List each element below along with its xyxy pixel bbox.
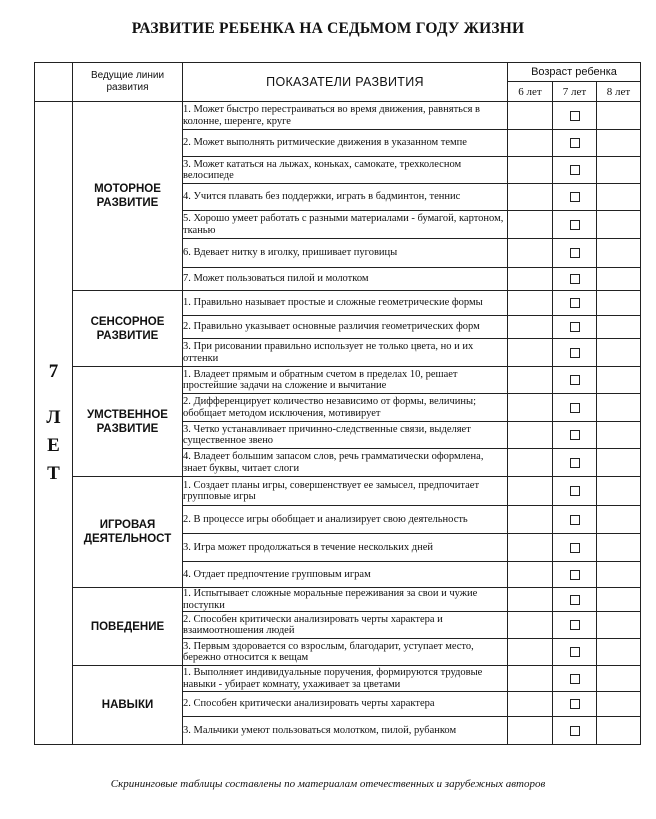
header-age-7: 7 лет <box>553 82 597 102</box>
indicator-text: 2. Правильно указывает основные различия геометрических форм <box>183 316 508 339</box>
age-6-cell <box>508 291 553 316</box>
age-7-cell[interactable] <box>553 157 597 184</box>
checkbox[interactable] <box>570 458 580 468</box>
age-6-cell <box>508 666 553 692</box>
table-row <box>35 367 641 394</box>
indicator-text: 1. Правильно называет простые и сложные геометрические формы <box>183 291 508 316</box>
age-group-label <box>35 102 73 745</box>
section-motor: МОТОРНОЕ РАЗВИТИЕ <box>73 102 183 291</box>
age-6-cell <box>508 612 553 639</box>
checkbox[interactable] <box>570 543 580 553</box>
indicator-text: 3. При рисовании правильно использует не только цвета, но и их оттенки <box>183 339 508 367</box>
checkbox[interactable] <box>570 165 580 175</box>
age-6-cell <box>508 717 553 745</box>
indicator-text: 4. Отдает предпочтение групповым играм <box>183 562 508 588</box>
table-row <box>35 666 641 692</box>
section-skills: НАВЫКИ <box>73 666 183 745</box>
age-8-cell <box>597 268 641 291</box>
age-7-cell[interactable] <box>553 339 597 367</box>
age-7-cell[interactable] <box>553 239 597 268</box>
age-7-cell[interactable] <box>553 268 597 291</box>
age-7-cell[interactable] <box>553 612 597 639</box>
section-sensory: СЕНСОРНОЕ РАЗВИТИЕ <box>73 291 183 367</box>
age-8-cell <box>597 534 641 562</box>
indicator-text: 3. Мальчики умеют пользоваться молотком, пилой, рубанком <box>183 717 508 745</box>
checkbox[interactable] <box>570 375 580 385</box>
indicator-text: 3. Игра может продолжаться в течение нескольких дней <box>183 534 508 562</box>
age-8-cell <box>597 612 641 639</box>
age-7-cell[interactable] <box>553 639 597 666</box>
age-6-cell <box>508 211 553 239</box>
age-8-cell <box>597 211 641 239</box>
age-8-cell <box>597 102 641 130</box>
age-8-cell <box>597 666 641 692</box>
age-8-cell <box>597 692 641 717</box>
indicator-text: 2. В процессе игры обобщает и анализирует свою деятельность <box>183 506 508 534</box>
indicator-text: 2. Способен критически анализировать черты характера <box>183 692 508 717</box>
indicator-text: 1. Владеет прямым и обратным счетом в пределах 10, решает простейшие задачи на сложение и вычитание <box>183 367 508 394</box>
section-play: ИГРОВАЯ ДЕЯТЕЛЬНОСТ <box>73 477 183 588</box>
age-6-cell <box>508 367 553 394</box>
development-table <box>34 62 641 745</box>
footer-note: Скрининговые таблицы составлены по материалам отечественных и зарубежных авторов <box>110 778 546 790</box>
age-6-cell <box>508 692 553 717</box>
age-6-cell <box>508 239 553 268</box>
indicator-text: 1. Может быстро перестраиваться во время движения, равняться в колонне, шеренге, круге <box>183 102 508 130</box>
age-8-cell <box>597 449 641 477</box>
age-7-cell[interactable] <box>553 562 597 588</box>
age-8-cell <box>597 184 641 211</box>
age-7-cell[interactable] <box>553 291 597 316</box>
table-body <box>35 102 641 745</box>
age-6-cell <box>508 588 553 612</box>
age-8-cell <box>597 130 641 157</box>
age-7-cell[interactable] <box>553 394 597 422</box>
indicator-text: 6. Вдевает нитку в иголку, пришивает пуговицы <box>183 239 508 268</box>
age-6-cell <box>508 477 553 506</box>
age-6-cell <box>508 157 553 184</box>
checkbox[interactable] <box>570 595 580 605</box>
checkbox[interactable] <box>570 248 580 258</box>
checkbox[interactable] <box>570 111 580 121</box>
checkbox[interactable] <box>570 699 580 709</box>
age-8-cell <box>597 477 641 506</box>
age-7-cell[interactable] <box>553 102 597 130</box>
age-7-cell[interactable] <box>553 666 597 692</box>
indicator-text: 2. Может выполнять ритмические движения в указанном темпе <box>183 130 508 157</box>
age-8-cell <box>597 291 641 316</box>
age-6-cell <box>508 316 553 339</box>
age-7-cell[interactable] <box>553 367 597 394</box>
age-8-cell <box>597 422 641 449</box>
age-7-cell[interactable] <box>553 588 597 612</box>
table-row <box>35 102 641 130</box>
indicator-text: 4. Учится плавать без поддержки, играть в бадминтон, теннис <box>183 184 508 211</box>
checkbox[interactable] <box>570 726 580 736</box>
age-6-cell <box>508 268 553 291</box>
checkbox[interactable] <box>570 138 580 148</box>
checkbox[interactable] <box>570 515 580 525</box>
age-8-cell <box>597 316 641 339</box>
table-row <box>35 477 641 506</box>
age-7-cell[interactable] <box>553 506 597 534</box>
age-6-cell <box>508 102 553 130</box>
table-row <box>35 588 641 612</box>
checkbox[interactable] <box>570 220 580 230</box>
age-7-cell[interactable] <box>553 717 597 745</box>
age-8-cell <box>597 562 641 588</box>
checkbox[interactable] <box>570 430 580 440</box>
indicator-text: 1. Выполняет индивидуальные поручения, формируются трудовые навыки - убирает комнату, ухаживает за цветами <box>183 666 508 692</box>
indicator-text: 3. Первым здоровается со взрослым, благодарит, уступает место, бережно относится к вещам <box>183 639 508 666</box>
checkbox[interactable] <box>570 403 580 413</box>
header-age-6: 6 лет <box>508 82 553 102</box>
indicator-text: 1. Испытывает сложные моральные переживания за свои и чужие поступки <box>183 588 508 612</box>
age-6-cell <box>508 339 553 367</box>
header-age: Возраст ребенка <box>508 63 641 82</box>
age-7-cell[interactable] <box>553 534 597 562</box>
header-blank <box>35 63 73 102</box>
age-8-cell <box>597 717 641 745</box>
indicator-text: 3. Может кататься на лыжах, коньках, самокате, трехколесном велосипеде <box>183 157 508 184</box>
age-7-cell[interactable] <box>553 692 597 717</box>
checkbox[interactable] <box>570 486 580 496</box>
indicator-text: 2. Дифференцирует количество независимо от формы, величины; обобщает методом исключения, мотивирует <box>183 394 508 422</box>
age-8-cell <box>597 506 641 534</box>
section-mental: УМСТВЕННОЕ РАЗВИТИЕ <box>73 367 183 477</box>
header-lines: Ведущие линии развития <box>73 63 183 102</box>
age-7-cell[interactable] <box>553 316 597 339</box>
header-indicators: ПОКАЗАТЕЛИ РАЗВИТИЯ <box>183 63 508 102</box>
age-unit: Л Е Т <box>46 407 61 484</box>
age-7-cell[interactable] <box>553 449 597 477</box>
header-age-8: 8 лет <box>597 82 641 102</box>
indicator-text: 5. Хорошо умеет работать с разными материалами - бумагой, картоном, тканью <box>183 211 508 239</box>
checkbox[interactable] <box>570 674 580 684</box>
age-number: 7 <box>48 361 59 382</box>
checkbox[interactable] <box>570 647 580 657</box>
checkbox[interactable] <box>570 192 580 202</box>
checkbox[interactable] <box>570 570 580 580</box>
age-6-cell <box>508 130 553 157</box>
section-behavior: ПОВЕДЕНИЕ <box>73 588 183 666</box>
table-row <box>35 291 641 316</box>
age-7-cell[interactable] <box>553 211 597 239</box>
indicator-text: 3. Четко устанавливает причинно-следственные связи, выделяет существенное звено <box>183 422 508 449</box>
age-7-cell[interactable] <box>553 477 597 506</box>
age-8-cell <box>597 639 641 666</box>
age-7-cell[interactable] <box>553 422 597 449</box>
age-8-cell <box>597 239 641 268</box>
checkbox[interactable] <box>570 298 580 308</box>
indicator-text: 4. Владеет большим запасом слов, речь грамматически оформлена, знает буквы, читает слоги <box>183 449 508 477</box>
indicator-text: 1. Создает планы игры, совершенствует ее замысел, предпочитает групповые игры <box>183 477 508 506</box>
age-6-cell <box>508 184 553 211</box>
age-6-cell <box>508 506 553 534</box>
age-6-cell <box>508 562 553 588</box>
age-8-cell <box>597 157 641 184</box>
age-6-cell <box>508 449 553 477</box>
age-8-cell <box>597 394 641 422</box>
indicator-text: 7. Может пользоваться пилой и молотком <box>183 268 508 291</box>
age-8-cell <box>597 339 641 367</box>
age-8-cell <box>597 588 641 612</box>
age-6-cell <box>508 422 553 449</box>
page-title: РАЗВИТИЕ РЕБЕНКА НА СЕДЬМОМ ГОДУ ЖИЗНИ <box>131 20 525 37</box>
checkbox[interactable] <box>570 274 580 284</box>
age-7-cell[interactable] <box>553 184 597 211</box>
indicator-text: 2. Способен критически анализировать черты характера и взаимоотношения людей <box>183 612 508 639</box>
age-6-cell <box>508 639 553 666</box>
age-7-cell[interactable] <box>553 130 597 157</box>
age-6-cell <box>508 394 553 422</box>
age-6-cell <box>508 534 553 562</box>
age-8-cell <box>597 367 641 394</box>
checkbox[interactable] <box>570 620 580 630</box>
checkbox[interactable] <box>570 322 580 332</box>
checkbox[interactable] <box>570 348 580 358</box>
